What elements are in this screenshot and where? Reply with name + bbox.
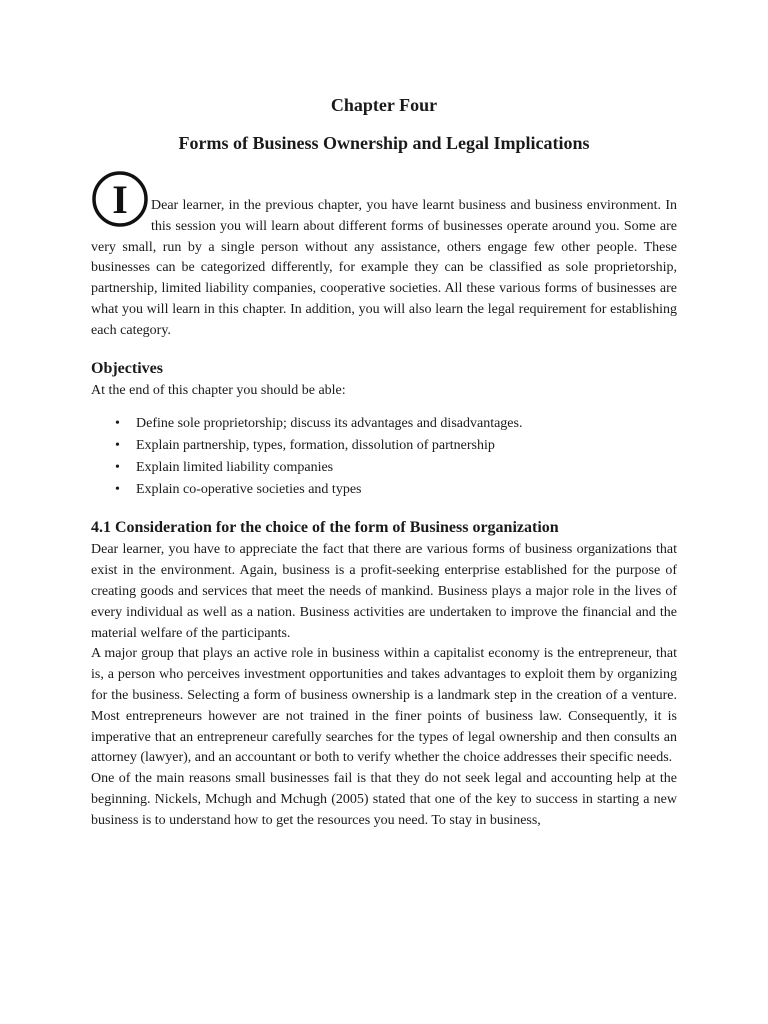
list-item: • Define sole proprietorship; discuss its advantages and disadvantages. <box>136 413 677 435</box>
list-item: • Explain co-operative societies and types <box>136 479 677 501</box>
body-paragraph: One of the main reasons small businesses fail is that they do not seek legal and accounting help at the beginning. Nickels, Mchugh and Mchugh (2005) stated that one of the key to success in starting a new business is to understand how to get the resources you need. To stay in business, <box>91 771 677 828</box>
dropcap-icon <box>91 170 149 228</box>
chapter-label: Chapter Four <box>330 95 438 115</box>
dropcap-letter: I <box>112 177 128 222</box>
section-heading: 4.1 Consideration for the choice of the form of Business organization <box>91 519 559 537</box>
chapter-title: Forms of Business Ownership and Legal Implications <box>178 133 590 153</box>
page-content <box>91 92 677 832</box>
body-paragraph: A major group that plays an active role in business within a capitalist economy is the entrepreneur, that is, a person who perceives investment opportunities and takes advantages to exploit them by organizing for the business. Selecting a form of business ownership is a landmark step in the creation of a venture. Most entrepreneurs however are not trained in the finer points of business law. Consequently, it is imperative that an entrepreneur carefully searches for the types of legal ownership and then consults an attorney (lawyer), and an accountant or both to verify whether the choice addresses their specific needs. <box>91 646 677 766</box>
list-item: • Explain limited liability companies <box>136 457 677 479</box>
body-paragraph: Dear learner, you have to appreciate the fact that there are various forms of business organizations that exist in the environment. Again, business is a profit-seeking enterprise established for the purpose of creating goods and services that meet the needs of mankind. Business plays a major role in the lives of every individual as well as a nation. Business activities are undertaken to improve the financial and the material welfare of the participants. <box>91 542 677 641</box>
objectives-list <box>91 413 677 501</box>
objectives-heading: Objectives <box>91 359 163 377</box>
objectives-lead: At the end of this chapter you should be able: <box>91 382 346 398</box>
intro-block <box>91 170 677 342</box>
list-item: • Explain partnership, types, formation, dissolution of partnership <box>136 435 677 457</box>
intro-paragraph: Dear learner, in the previous chapter, you have learnt business and business environment. In this session you will learn about different forms of businesses operate around you. Some are very small, run by a single person without any assistance, others engage few other people. These businesses can be categorized differently, for example they can be classified as sole proprietorship, partnership, limited liability companies, cooperative societies. All these various forms of businesses are what you will learn in this chapter. In addition, you will also learn the legal requirement for establishing each category. <box>91 198 677 338</box>
